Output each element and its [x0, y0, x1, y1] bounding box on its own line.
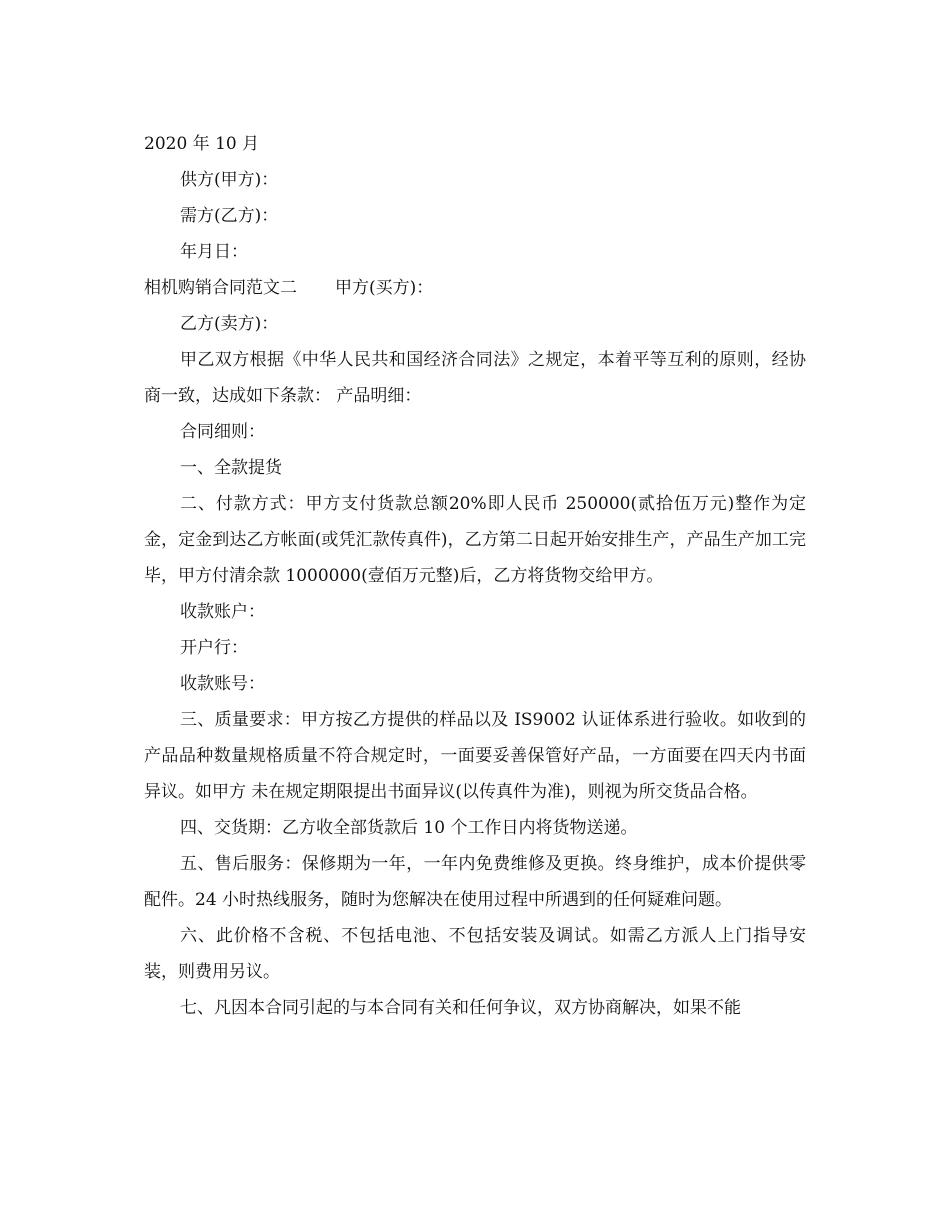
clause-3-quality: 三、质量要求：甲方按乙方提供的样品以及 IS9002 认证体系进行验收。如收到的产品品种数量规格质量不符合规定时，一面要妥善保管好产品，一方面要在四天内书面异议。如甲方 未在规定期限提出书面异议(以传真件为准)，则视为所交货品合格。	[144, 710, 806, 802]
buyer-label: 需方(乙方)：	[180, 206, 279, 226]
contract-title: 相机购销合同范文二	[144, 278, 297, 298]
account-label: 收款账户：	[180, 602, 265, 622]
intro-paragraph: 甲乙双方根据《中华人民共和国经济合同法》之规定，本着平等互利的原则，经协商一致，达成如下条款： 产品明细：	[144, 350, 806, 406]
date-label: 年月日：	[180, 242, 248, 262]
supplier-label: 供方(甲方)：	[180, 170, 279, 190]
date-line: 2020 年 10 月	[144, 134, 260, 154]
clause-4-delivery: 四、交货期：乙方收全部货款后 10 个工作日内将货物送递。	[180, 818, 638, 838]
contract-body	[144, 126, 806, 1026]
party-b-label: 乙方(卖方)：	[180, 314, 279, 334]
clause-2-payment: 二、付款方式：甲方支付货款总额20%即人民币 250000(贰拾伍万元)整作为定金，定金到达乙方帐面(或凭汇款传真件)，乙方第二日起开始安排生产，产品生产加工完毕，甲方付清余款 1000000(壹佰万元整)后，乙方将货物交给甲方。	[144, 494, 806, 586]
party-a-label: 甲方(买方)：	[335, 278, 434, 298]
rules-heading: 合同细则：	[180, 422, 265, 442]
clause-6-price: 六、此价格不含税、不包括电池、不包括安装及调试。如需乙方派人上门指导安装，则费用另议。	[144, 926, 806, 982]
account-number-label: 收款账号：	[180, 674, 265, 694]
clause-1: 一、全款提货	[180, 458, 282, 478]
bank-label: 开户行：	[180, 638, 248, 658]
clause-7-dispute: 七、凡因本合同引起的与本合同有关和任何争议，双方协商解决，如果不能	[180, 998, 741, 1018]
clause-5-service: 五、售后服务：保修期为一年，一年内免费维修及更换。终身维护，成本价提供零配件。24 小时热线服务，随时为您解决在使用过程中所遇到的任何疑难问题。	[144, 854, 806, 910]
title-row	[144, 270, 806, 306]
